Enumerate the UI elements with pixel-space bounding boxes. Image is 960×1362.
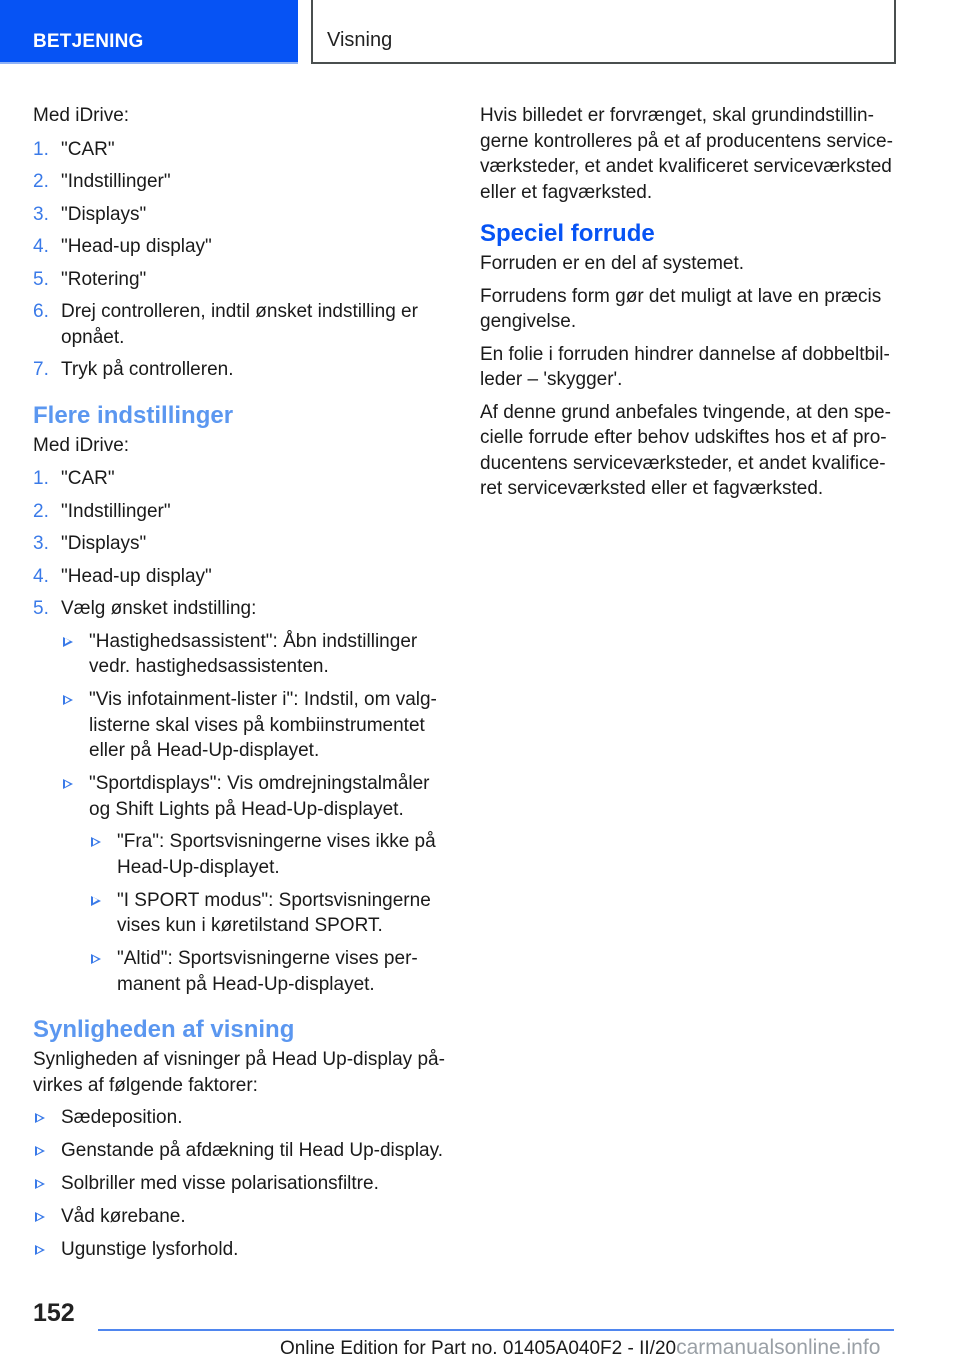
step-text: Tryk på controlleren. xyxy=(61,359,234,380)
heading-visibility: Synligheden af visning xyxy=(33,1016,295,1043)
triangle-bullet-icon xyxy=(35,1212,45,1222)
step-text: "Indstillinger" xyxy=(61,171,171,192)
step-number: 4. xyxy=(33,565,49,587)
step-text: "CAR" xyxy=(61,468,115,489)
step-text: "Indstillinger" xyxy=(61,500,171,522)
step-list-settings xyxy=(33,466,453,997)
triangle-bullet-icon xyxy=(91,954,101,964)
heading-more-settings: Flere indstillinger xyxy=(33,401,234,429)
step-number: 3. xyxy=(33,533,49,554)
factor-text: Våd kørebane. xyxy=(61,1206,186,1227)
option-item xyxy=(61,771,453,997)
step-number: 5. xyxy=(33,598,49,619)
sport-option-item xyxy=(89,829,453,880)
triangle-bullet-icon xyxy=(63,695,73,705)
sport-option-item xyxy=(89,888,453,939)
step-item xyxy=(33,564,453,590)
step-item xyxy=(33,202,453,228)
chapter-title-box xyxy=(311,0,896,64)
step-item xyxy=(33,169,453,195)
step-text: "Head-up display" xyxy=(61,236,212,257)
windshield-paragraph-4: Af denne grund anbefales tvingende, at den specielle forrude efter behov udskiftes hos et af producentens serviceværksteder, et andet kvalificeret serviceværksted eller et fagværksted. xyxy=(480,401,891,499)
step-number: 4. xyxy=(33,236,49,257)
step-item xyxy=(33,299,453,350)
step-item xyxy=(33,234,453,260)
intro-text: Med iDrive: xyxy=(33,105,130,126)
triangle-bullet-icon xyxy=(63,637,73,647)
step-item xyxy=(33,267,453,293)
step-text: "Rotering" xyxy=(61,268,147,290)
step-number: 7. xyxy=(33,359,49,380)
step-item xyxy=(33,466,453,492)
sport-option-text: "Fra": Sportsvisningerne vises ikke på Head-Up-displayet. xyxy=(117,831,436,878)
triangle-bullet-icon xyxy=(35,1146,45,1156)
windshield-paragraph-1: Forruden er en del af systemet. xyxy=(480,253,745,274)
step-number: 1. xyxy=(33,468,49,489)
factor-item xyxy=(33,1171,453,1197)
windshield-paragraph-3: En folie i forruden hindrer dannelse af dobbeltbilleder – 'skygger'. xyxy=(480,343,890,390)
windshield-paragraph-2: Forrudens form gør det muligt at lave en præcis gengivelse. xyxy=(480,285,882,332)
step-number: 2. xyxy=(33,171,49,192)
edition-text: Online Edition for Part no. 01405A040F2 - II/20 xyxy=(280,1338,677,1359)
sport-option-item xyxy=(89,946,453,997)
triangle-bullet-icon xyxy=(35,1113,45,1123)
step-text: "Head-up display" xyxy=(61,565,212,587)
step-item xyxy=(33,596,453,997)
step-number: 3. xyxy=(33,203,49,225)
visibility-intro: Synligheden af visninger på Head Up-display påvirkes af følgende faktorer: xyxy=(33,1049,445,1096)
step-list-rotation xyxy=(33,137,453,383)
sport-option-list xyxy=(89,829,453,997)
factor-item xyxy=(33,1237,453,1263)
factor-item xyxy=(33,1138,453,1164)
intro-text-2: Med iDrive: xyxy=(33,434,130,456)
step-number: 6. xyxy=(33,301,49,322)
option-text: "Vis infotainment-lister i": Indstil, om valglisterne skal vises på kombiinstrumentet eller på Head-Up-displayet. xyxy=(89,689,437,761)
step-text: "Displays" xyxy=(61,203,147,225)
triangle-bullet-icon xyxy=(35,1179,45,1189)
factor-item xyxy=(33,1204,453,1230)
step-item xyxy=(33,137,453,163)
footer-divider xyxy=(98,1329,894,1331)
factor-text: Solbriller med visse polarisationsfiltre. xyxy=(61,1173,379,1194)
triangle-bullet-icon xyxy=(91,896,101,906)
option-text: "Sportdisplays": Vis omdrejningstalmåler og Shift Lights på Head-Up-displayet. xyxy=(89,773,430,820)
sport-option-text: "Altid": Sportsvisningerne vises permanent på Head-Up-displayet. xyxy=(117,948,418,995)
step-number: 2. xyxy=(33,500,49,522)
option-list xyxy=(61,629,453,998)
step-text: Vælg ønsket indstilling: xyxy=(61,598,257,619)
factor-text: Genstande på afdækning til Head Up-display. xyxy=(61,1140,443,1161)
factor-list xyxy=(33,1105,453,1263)
chapter-title: Visning xyxy=(327,29,393,51)
factor-text: Ugunstige lysforhold. xyxy=(61,1239,239,1260)
triangle-bullet-icon xyxy=(35,1245,45,1255)
factor-text: Sædeposition. xyxy=(61,1107,183,1128)
triangle-bullet-icon xyxy=(91,837,101,847)
step-text: Drej controlleren, indtil ønsket indstilling er opnået. xyxy=(61,301,418,348)
option-text: "Hastighedsassistent": Åbn indstillinger vedr. hastighedsassistenten. xyxy=(89,630,418,677)
right-column xyxy=(480,103,900,509)
step-item xyxy=(33,499,453,525)
distortion-paragraph: Hvis billedet er forvrænget, skal grundindstillingerne kontrolleres på et af producentens serviceværksteder, et andet kvalificeret serviceværksted eller et fagværksted. xyxy=(480,105,893,203)
triangle-bullet-icon xyxy=(63,779,73,789)
section-tab xyxy=(0,0,298,64)
heading-special-windshield: Speciel forrude xyxy=(480,220,655,247)
step-number: 5. xyxy=(33,268,49,290)
step-number: 1. xyxy=(33,138,49,160)
option-item xyxy=(61,687,453,764)
step-item xyxy=(33,357,453,383)
step-item xyxy=(33,531,453,557)
step-text: "Displays" xyxy=(61,533,147,554)
step-text: "CAR" xyxy=(61,138,115,160)
watermark-text: carmanualsonline.info xyxy=(676,1336,881,1359)
factor-item xyxy=(33,1105,453,1131)
sport-option-text: "I SPORT modus": Sportsvisningerne vises kun i køretilstand SPORT. xyxy=(117,889,431,936)
section-label: BETJENING xyxy=(33,31,144,52)
page-number: 152 xyxy=(33,1299,75,1327)
option-item xyxy=(61,629,453,680)
footer-edition xyxy=(280,1336,880,1360)
left-column xyxy=(33,103,453,1270)
